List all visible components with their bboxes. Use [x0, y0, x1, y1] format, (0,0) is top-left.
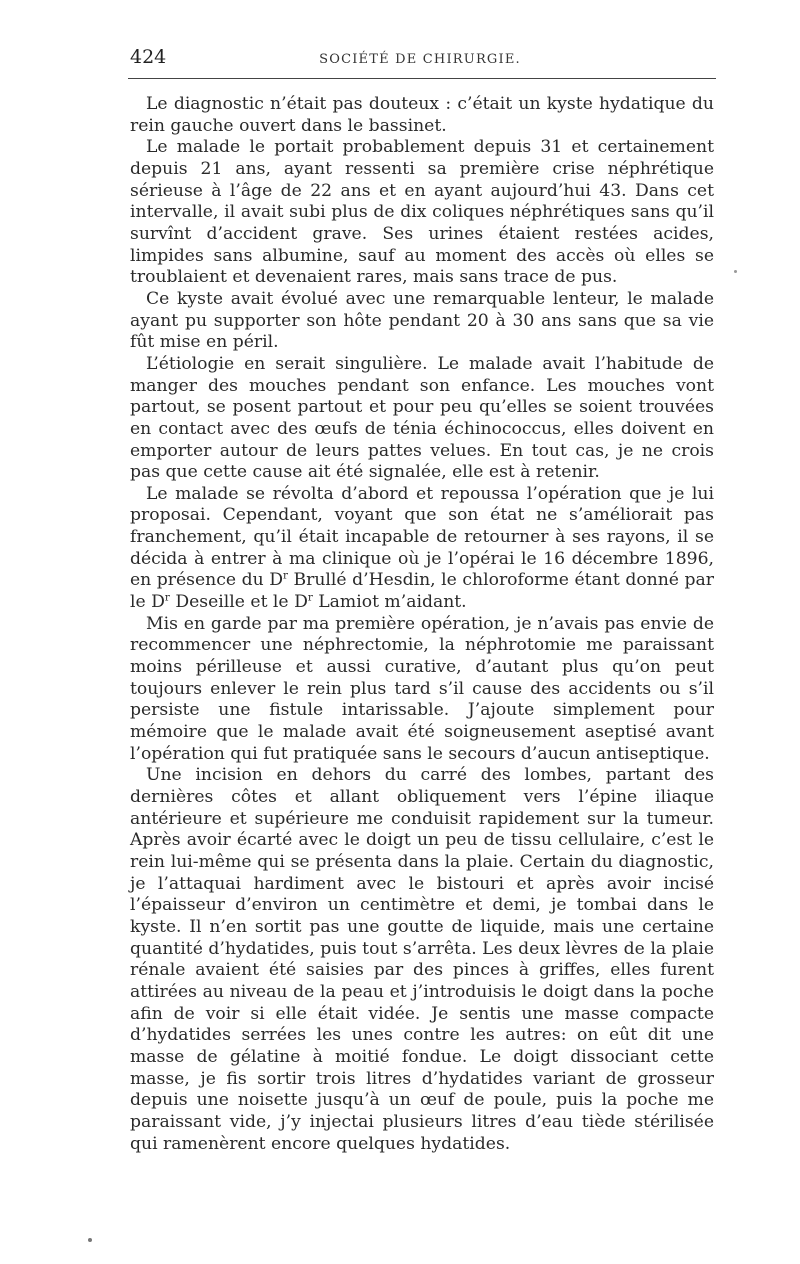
running-title: SOCIÉTÉ DE CHIRURGIE. [319, 52, 521, 67]
page-header [120, 44, 720, 74]
p5-part-a: Le malade se révolta d’abord et repoussa l’opération que je lui proposai. Cependant, voyant que son état ne s’améliorait pas franchement, qu’il était incapable de retourner à ses rayons, il se décida à entrer à ma clinique où je l’opérai le 16 décembre 1896, en présence du D [130, 483, 714, 591]
paragraph-evolution: Ce kyste avait évolué avec une remarquable lenteur, le malade ayant pu supporter son hôte pendant 20 à 30 ans sans que sa vie fût mise en péril. [130, 288, 714, 353]
paper-speck [734, 270, 737, 273]
header-rule [128, 78, 716, 79]
p5-part-c: Deseille et le D [169, 592, 308, 613]
paragraph-etiology: L’étiologie en serait singulière. Le malade avait l’habitude de manger des mouches pendant son enfance. Les mouches vont partout, se posent partout et pour peu qu’elles se soient trouvées en contact avec des œufs de ténia échinococcus, elles doivent en emporter autour de leurs pattes velues. En tout cas, je ne crois pas que cette cause ait été signalée, elle est à retenir. [130, 353, 714, 483]
paper-speck [88, 1238, 92, 1242]
doctor-abbrev-sup: r [307, 591, 313, 604]
page-number: 424 [130, 46, 167, 68]
p5-part-b: Brullé d’Hesdin, le chloroforme étant donné par le D [130, 570, 714, 613]
paragraph-incision: Une incision en dehors du carré des lombes, partant des dernières côtes et allant obliquement vers l’épine iliaque antérieure et supérieure me conduisit rapidement sur la tumeur. Après avoir écarté avec le doigt un peu de tissu cellulaire, c’est le rein lui-même qui se présenta dans la plaie. Certain du diagnostic, je l’attaquai hardiment avec le bistouri et après avoir incisé l’épaisseur d’environ un centimètre et demi, je tombai dans le kyste. Il n’en sortit pas une goutte de liquide, mais une certaine quantité d’hydatides, puis tout s’arrêta. Les deux lèvres de la plaie rénale avaient été saisies par des pinces à griffes, elles furent attirées au niveau de la peau et j’introduisis le doigt dans la poche afin de voir si elle était vidée. Je sentis une masse compacte d’hydatides serrées les unes contre les autres: on eût dit une masse de gélatine à moitié fondue. Le doigt dissociant cette masse, je fis sortir trois litres d’hydatides variant de grosseur depuis une noisette jusqu’à un œuf de poule, puis la poche me paraissant vide, j’y injectai plusieurs litres d’eau tiède stérilisée qui ramenèrent encore quelques hydatides. [130, 765, 714, 1154]
body-text [130, 94, 714, 1155]
paragraph-history: Le malade le portait probablement depuis 31 et certainement depuis 21 ans, ayant ressenti sa première crise néphrétique sérieuse à l’âge de 22 ans et en ayant aujourd’hui 43. Dans cet intervalle, il avait subi plus de dix coliques néphrétiques sans qu’il survînt d’accident grave. Ses urines étaient restées acides, limpides sans albumine, sauf au moment des accès où elles se troublaient et devenaient rares, mais sans trace de pus. [130, 137, 714, 288]
paragraph-technique: Mis en garde par ma première opération, je n’avais pas envie de recommencer une néphrectomie, la néphrotomie me paraissant moins périlleuse et aussi curative, d’autant plus qu’on peut toujours enlever le rein plus tard s’il cause des accidents ou s’il persiste une fistule intarissable. J’ajoute simplement pour mémoire que le malade avait été soigneusement aseptisé avant l’opération qui fut pratiquée sans le secours d’aucun antiseptique. [130, 613, 714, 764]
doctor-abbrev-sup: r [164, 591, 170, 604]
p5-part-d: Lamiot m’aidant. [312, 592, 467, 613]
doctor-abbrev-sup: r [283, 569, 288, 582]
paragraph-operation-decision [130, 484, 714, 614]
paragraph-diagnostic: Le diagnostic n’était pas douteux : c’était un kyste hydatique du rein gauche ouvert dans le bassinet. [130, 94, 714, 136]
